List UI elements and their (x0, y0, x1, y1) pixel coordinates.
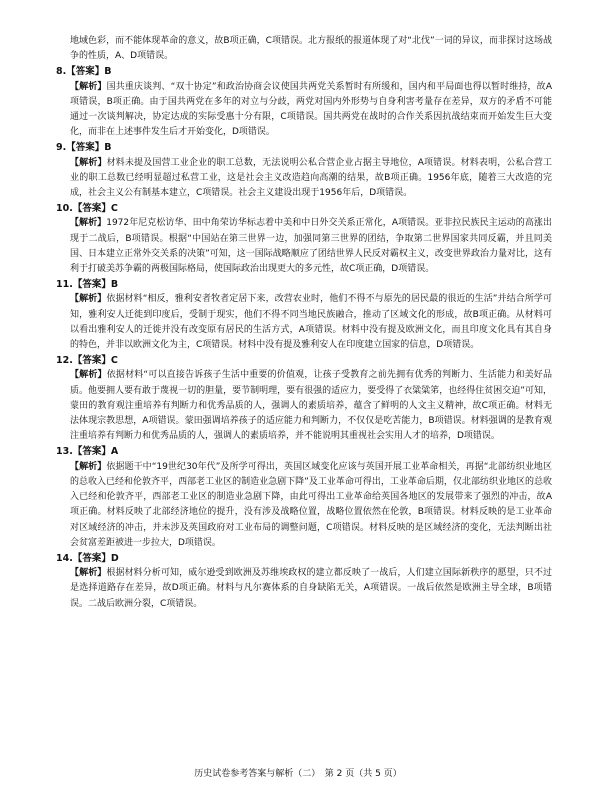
analysis-paragraph (56, 156, 552, 202)
analysis-text: 依据题干中“19世纪30年代”及所学可得出，英国区域变化应该与英国开展工业革命相关，再据“北部纺织业地区的总收入已经和伦敦齐平，西部老工业区的制造业急剧下降”及工业革命可得出，工业革命后期，仅北部纺织业地区的总收入已经和伦敦齐平，西部老工业区的制造业急剧下降，由此可得出工业革命给英国各地区的发展带来了强烈的冲击，故A项正确。材料反映了北部经济地位的提升，没有涉及战略位置，战略位置依然在伦敦，B项错误。材料反映的是工业革命对区域经济的冲击，并未涉及英国政府对工业布局的调整问题，C项错误。材料反映的是区域经济的变化，无法判断出社会贫富差距被进一步拉大，D项错误。 (70, 461, 552, 548)
answer-label: 【答案】 (72, 552, 111, 564)
answer-label: 【答案】 (72, 355, 111, 367)
analysis-text: 1972年尼克松访华、田中角荣访华标志着中美和中日外交关系正常化，A项错误。亚非拉民族民主运动的高涨出现于二战后，B项错误。根据“中国站在第三世界一边，加强同第三世界的团结，争取第二世界国家共同反霸，并且同美国、日本建立正常外交关系的决策”可知，这一国际战略顺应了团结世界人民反对霸权主义，改变世界政治力量对比，这有利于打破美苏争霸的两极国际格局，使国际政治出现更大的多元性，故C项正确，D项错误。 (70, 218, 552, 275)
question-number: 8. (56, 66, 67, 78)
question-number: 11. (56, 279, 73, 291)
answer-label: 【答案】 (66, 66, 105, 78)
analysis-label: 【解析】 (70, 81, 107, 92)
answer-value: D (110, 552, 119, 564)
answer-value: C (110, 355, 118, 367)
answer-value: B (104, 142, 112, 154)
analysis-label: 【解析】 (70, 218, 107, 229)
answer-value: B (110, 279, 119, 291)
answer-heading (56, 64, 552, 79)
question-number: 13. (56, 446, 73, 458)
page-footer: 历史试卷参考答案与解析（二） 第 2 页（共 5 页） (194, 769, 402, 779)
answer-list (56, 64, 552, 611)
question-number: 14. (56, 552, 73, 564)
answer-label: 【答案】 (72, 203, 111, 215)
question-number: 9. (56, 142, 67, 154)
answer-label: 【答案】 (72, 279, 111, 291)
analysis-paragraph (56, 566, 552, 612)
analysis-label: 【解析】 (70, 294, 107, 305)
answer-heading (56, 551, 552, 566)
answer-label: 【答案】 (72, 446, 111, 458)
analysis-text: 根据材料分析可知，威尔逊受到欧洲及苏维埃政权的建立都反映了一战后，人们建立国际新秩序的愿望，只不过是选择道路存在差异，故D项正确。材料与凡尔赛体系的自身缺陷无关，A项错误。一战后依然是欧洲主导全球，B项错误。二战后欧洲分裂，C项错误。 (70, 568, 552, 609)
answer-heading (56, 444, 552, 459)
analysis-paragraph (56, 292, 552, 353)
analysis-text: 依据材料“相反，雅利安者牧者定居下来，改营农业时，他们不得不与原先的居民最的很近的生活”并结合所学可知，雅利安人迁徙到印度后，受制于现实，他们不得不同当地民族融合，推动了区域文化的形成，故B项正确。从材料可以看出雅利安人的迁徙并没有改变原有居民的生活方式，A项错误。材料中没有提及欧洲文化，而且印度文化具有其自身的特色，并非以欧洲文化为主，C项错误。材料中没有提及雅利安人在印度建立国家的信息，D项错误。 (70, 294, 552, 351)
answer-heading (56, 140, 552, 155)
intro-paragraph: 地域色彩，而不能体现革命的意义，故B项正确，C项错误。北方报纸的报道体现了对“北伐”一词的异议，而非探讨这场战争的性质，A、D项错误。 (70, 36, 552, 62)
answer-value: C (110, 203, 118, 215)
answer-heading (56, 201, 552, 216)
analysis-paragraph (56, 216, 552, 277)
answer-value: A (110, 446, 119, 458)
question-number: 10. (56, 203, 73, 215)
analysis-paragraph (56, 460, 552, 551)
question-number: 12. (56, 355, 73, 367)
analysis-paragraph (56, 368, 552, 444)
analysis-label: 【解析】 (70, 370, 107, 381)
analysis-paragraph (56, 80, 552, 141)
analysis-text: 依据材料“可以直接告诉孩子生活中重要的价值观，让孩子受教育之前先拥有优秀的判断力、生活能力和美好品质。他要拥人要有敢于蔑视一切的胆量，要节制明理，要有很强的适应力，要受得了衣粱粱笫，也经得住贫困交迫”可知，蒙田的教育观注重培养有判断力和优秀品质的人，强调人的素质培养，蕴含了鲜明的人文主义精神，故C项正确。材料无法体现宗教思想，A项错误。蒙田强调培养孩子的适应能力和判断力，不仅仅是吃苦能力，B项错误。材料强调的是教育观注重培养有判断力和优秀品质的人，强调人的素质培养，并不能说明其重视社会实用人才的培养，D项错误。 (70, 370, 552, 442)
answer-heading (56, 353, 552, 368)
analysis-text: 国共重庆谈判、“双十协定”和政治协商会议使国共两党关系暂时有所缓和，国内和平局面也得以暂时维持，故A项错误，B项正确。由于国共两党在多年的对立与分歧，两党对国内外形势与自身利害考量存在差异，双方的矛盾不可能通过一次谈判解决，协定达成的实际受惠十分有限，C项错误。国共两党在战时的合作关系因抗战结束而开始发生巨大变化，而非在上述事件发生后才开始变化，D项错误。 (70, 81, 552, 138)
answer-heading (56, 277, 552, 292)
answer-label: 【答案】 (66, 142, 105, 154)
analysis-text: 材料未提及国营工业企业的职工总数，无法说明公私合营企业占据主导地位，A项错误。材料表明，公私合营工业的职工总数已经明显超过私营工业，这是社会主义改造趋向高潮的结果，故B项正确。1956年底，随着三大改造的完成，社会主义公有制基本建立，C项错误。社会主义建设出现于1956年后，D项错误。 (70, 157, 552, 199)
analysis-label: 【解析】 (70, 461, 107, 472)
analysis-label: 【解析】 (70, 157, 107, 168)
answer-value: B (104, 66, 112, 78)
analysis-label: 【解析】 (70, 568, 107, 579)
